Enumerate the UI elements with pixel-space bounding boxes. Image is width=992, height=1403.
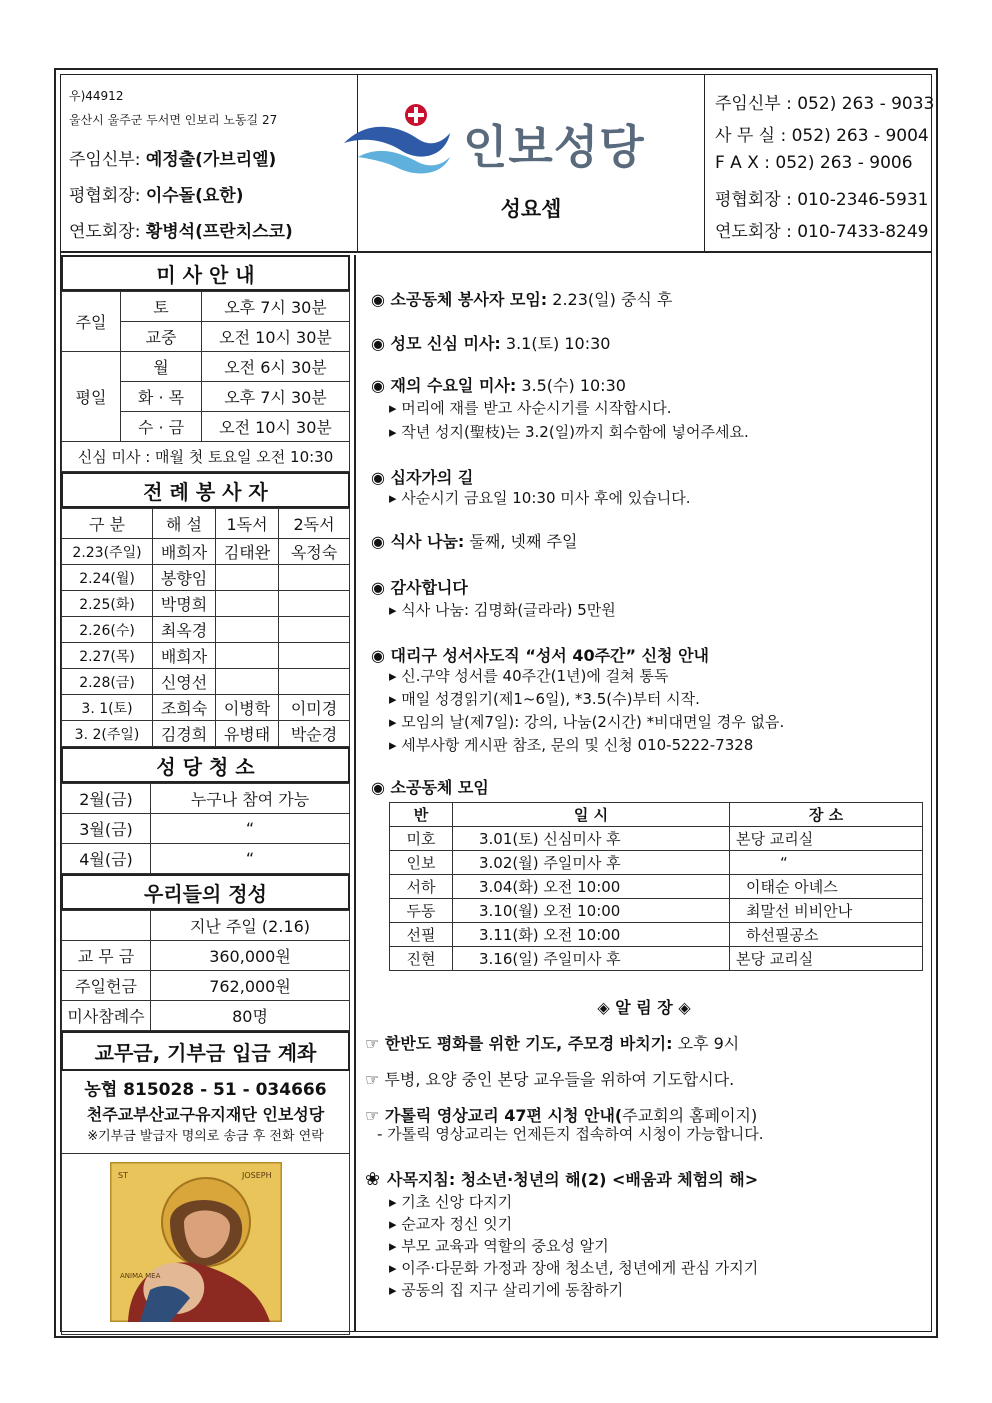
contact-value: : 010-2346-5931 xyxy=(786,190,929,210)
table-row xyxy=(62,971,350,1001)
pastoral-item: ▸ 공동의 집 지구 살리기에 동참하기 xyxy=(389,1281,624,1299)
contact-label: 사 무 실 xyxy=(715,126,776,146)
icon-bottom-text: ANIMA MEA xyxy=(120,1272,161,1280)
announce-video-sub: - 가톨릭 영상교리는 언제든지 접속하여 시청이 가능합니다. xyxy=(377,1125,764,1143)
header-logo xyxy=(358,75,705,251)
announce-sick xyxy=(365,1067,734,1090)
contact-label: 주임신부 xyxy=(715,94,781,114)
mass-time: 오후 7시 30분 xyxy=(202,292,350,322)
liturgy-cell: 신영선 xyxy=(153,669,216,695)
offering-value: 360,000원 xyxy=(151,941,350,971)
notice-head: ◉ 소공동체 봉사자 모임: xyxy=(371,290,548,309)
ash-sub-2: ▸ 작년 성지(聖枝)는 3.2(일)까지 회수함에 넣어주세요. xyxy=(389,423,749,441)
table-row xyxy=(390,851,923,875)
liturgy-cell xyxy=(216,669,279,695)
table-row xyxy=(62,941,350,971)
announce-title: ◈ 알 림 장 ◈ xyxy=(597,998,691,1017)
bank-note: ※기부금 발급자 명의로 송금 후 전화 연락 xyxy=(87,1129,324,1144)
pastoral-item: ▸ 이주·다문화 가정과 장애 청소년, 청년에게 관심 가지기 xyxy=(389,1259,759,1277)
table-row xyxy=(62,591,350,617)
mass-table xyxy=(61,291,350,472)
icon-box xyxy=(61,1154,350,1335)
liturgy-cell xyxy=(279,565,350,591)
announce-head: ☞ 가톨릭 영상교리 47편 시청 안내( xyxy=(365,1106,623,1125)
community-group: 선필 xyxy=(390,923,453,947)
contact-label: F A X xyxy=(715,153,759,173)
thanks-sub: ▸ 식사 나눔: 김명화(글라라) 5만원 xyxy=(389,601,616,619)
community-time: 3.16(일) 주일미사 후 xyxy=(453,947,730,971)
offering-period: 지난 주일 (2.16) xyxy=(151,911,350,941)
offering-label: 미사참례수 xyxy=(62,1001,151,1031)
table-row xyxy=(62,352,350,382)
contact-value: : 010-7433-8249 xyxy=(786,222,929,242)
community-time: 3.11(화) 오전 10:00 xyxy=(453,923,730,947)
liturgy-header: 1독서 xyxy=(216,509,279,539)
cleaning-note: “ xyxy=(151,844,350,874)
bank-box xyxy=(61,1071,350,1154)
cleaning-note: 누구나 참여 가능 xyxy=(151,784,350,814)
notice-head: ◉ 소공동체 모임 xyxy=(371,778,489,797)
table-row xyxy=(62,643,350,669)
table-row xyxy=(62,669,350,695)
mass-day: 교중 xyxy=(121,322,202,352)
bible-sub-2: ▸ 매일 성경읽기(제1~6일), *3.5(수)부터 시작. xyxy=(389,690,700,708)
liturgy-date: 2.23(주일) xyxy=(62,539,153,565)
contact-council xyxy=(715,185,928,210)
notice-head: ◉ 십자가의 길 xyxy=(371,468,474,487)
table-row xyxy=(62,844,350,874)
header-contacts xyxy=(705,75,935,251)
liturgy-cell: 배희자 xyxy=(153,643,216,669)
liturgy-date: 2.27(목) xyxy=(62,643,153,669)
liturgy-date: 2.26(수) xyxy=(62,617,153,643)
announce-head: ☞ 한반도 평화를 위한 기도, 주모경 바치기: xyxy=(365,1034,673,1053)
liturgy-date: 2.24(월) xyxy=(62,565,153,591)
cleaning-month: 4월(금) xyxy=(62,844,151,874)
left-column xyxy=(61,255,350,1335)
liturgy-cell: 조희숙 xyxy=(153,695,216,721)
community-place: “ xyxy=(730,851,923,875)
cleaning-table xyxy=(61,783,350,874)
pastoral-item: ▸ 기초 신앙 다지기 xyxy=(389,1193,513,1211)
notice-volunteer xyxy=(371,287,672,310)
community-header: 일 시 xyxy=(453,803,730,827)
icon-left-text: ST xyxy=(118,1171,128,1180)
offering-label: 교 무 금 xyxy=(62,941,151,971)
notice-marian-mass xyxy=(371,331,610,354)
notice-thanks xyxy=(371,575,468,598)
council-name: 이수돌(요한) xyxy=(145,186,244,206)
table-row xyxy=(390,875,923,899)
liturgy-date: 2.25(화) xyxy=(62,591,153,617)
table-row xyxy=(62,784,350,814)
contact-office xyxy=(715,121,929,146)
bulletin-frame xyxy=(54,68,938,1338)
liturgy-cell xyxy=(216,617,279,643)
liturgy-header: 해 설 xyxy=(153,509,216,539)
mass-time: 오후 7시 30분 xyxy=(202,382,350,412)
table-row xyxy=(62,814,350,844)
liturgy-cell xyxy=(279,669,350,695)
icon-right-text: JOSEPH xyxy=(242,1171,272,1180)
community-header: 장 소 xyxy=(730,803,923,827)
liturgy-date: 3. 1(토) xyxy=(62,695,153,721)
table-row xyxy=(62,1001,350,1031)
community-place: 이태순 아녜스 xyxy=(730,875,923,899)
liturgy-cell: 최옥경 xyxy=(153,617,216,643)
notice-text: 3.1(토) 10:30 xyxy=(500,334,611,353)
header xyxy=(61,75,935,253)
table-row xyxy=(62,695,350,721)
offering-blank xyxy=(62,911,151,941)
cleaning-title: 성 당 청 소 xyxy=(61,747,350,783)
community-table xyxy=(389,802,923,971)
liturgy-header: 2독서 xyxy=(279,509,350,539)
community-place: 하선필공소 xyxy=(730,923,923,947)
church-name: 인보성당 xyxy=(463,120,645,174)
contact-pastor xyxy=(715,89,934,114)
offering-table xyxy=(61,910,350,1031)
notice-text: 둘째, 넷째 주일 xyxy=(464,532,578,551)
mass-day: 토 xyxy=(121,292,202,322)
notice-text: 2.23(일) 중식 후 xyxy=(547,290,673,309)
pastoral-heading xyxy=(365,1167,758,1190)
pastoral-head: 사목지침: 청소년·청년의 해(2) <배움과 체험의 해> xyxy=(387,1170,759,1189)
liturgy-cell xyxy=(216,591,279,617)
liturgy-cell xyxy=(216,643,279,669)
liturgy-cell xyxy=(279,591,350,617)
pastoral-item: ▸ 순교자 정신 잇기 xyxy=(389,1215,513,1233)
community-place: 본당 교리실 xyxy=(730,947,923,971)
table-row xyxy=(62,565,350,591)
table-row xyxy=(390,827,923,851)
liturgy-date: 2.28(금) xyxy=(62,669,153,695)
postal-code: 우)44912 xyxy=(69,89,124,103)
bank-account: 농협 815028 - 51 - 034666 xyxy=(84,1080,327,1100)
contact-label: 연도회장 xyxy=(715,222,781,242)
community-group: 진현 xyxy=(390,947,453,971)
contact-fax xyxy=(715,153,913,173)
column-divider xyxy=(354,255,356,1331)
table-row xyxy=(390,947,923,971)
liturgy-cell: 배희자 xyxy=(153,539,216,565)
community-group: 서하 xyxy=(390,875,453,899)
bank-title: 교무금, 기부금 입금 계좌 xyxy=(61,1031,350,1071)
community-group: 인보 xyxy=(390,851,453,875)
bank-holder: 천주교부산교구유지재단 인보성당 xyxy=(86,1105,325,1124)
stations-sub: ▸ 사순시기 금요일 10:30 미사 후에 있습니다. xyxy=(389,489,691,507)
contact-label: 평협회장 xyxy=(715,190,781,210)
mass-day: 수 · 금 xyxy=(121,412,202,442)
cleaning-month: 3월(금) xyxy=(62,814,151,844)
bible-sub-4: ▸ 세부사항 게시판 참조, 문의 및 신청 010-5222-7328 xyxy=(389,736,754,754)
liturgy-cell: 박명희 xyxy=(153,591,216,617)
cleaning-month: 2월(금) xyxy=(62,784,151,814)
contact-value: : 052) 263 - 9006 xyxy=(764,153,913,173)
announce-text: ☞ 투병, 요양 중인 본당 교우들을 위하여 기도합시다. xyxy=(365,1070,735,1089)
notice-community xyxy=(371,775,489,798)
community-group: 미호 xyxy=(390,827,453,851)
notice-head: ◉ 식사 나눔: xyxy=(371,532,465,551)
mass-sunday-label: 주일 xyxy=(62,292,121,352)
mass-time: 오전 10시 30분 xyxy=(202,412,350,442)
announce-text: 주교회의 홈페이지) xyxy=(622,1106,758,1125)
liturgy-cell: 박순경 xyxy=(279,721,350,747)
dove-icon: ❀ xyxy=(365,1169,381,1190)
mass-weekday-label: 평일 xyxy=(62,352,121,442)
offering-value: 762,000원 xyxy=(151,971,350,1001)
bible-sub-3: ▸ 모임의 날(제7일): 강의, 나눔(2시간) *비대면일 경우 없음. xyxy=(389,713,785,731)
community-header: 반 xyxy=(390,803,453,827)
prayer-label: 연도회장: xyxy=(69,222,141,242)
community-time: 3.04(화) 오전 10:00 xyxy=(453,875,730,899)
table-row xyxy=(62,539,350,565)
contact-prayer xyxy=(715,217,928,242)
offering-value: 80명 xyxy=(151,1001,350,1031)
header-info xyxy=(61,75,358,251)
contact-value: : 052) 263 - 9004 xyxy=(780,126,929,146)
cleaning-note: “ xyxy=(151,814,350,844)
bulletin-subtitle: 성요셉 xyxy=(500,197,562,221)
mass-title: 미 사 안 내 xyxy=(61,255,350,291)
community-place: 최말선 비비안나 xyxy=(730,899,923,923)
mass-time: 오전 6시 30분 xyxy=(202,352,350,382)
notice-ash-wednesday xyxy=(371,373,626,396)
address: 울산시 울주군 두서면 인보리 노동길 27 xyxy=(69,113,278,127)
liturgy-date: 3. 2(주일) xyxy=(62,721,153,747)
offering-label: 주일헌금 xyxy=(62,971,151,1001)
pastor-name: 예정출(가브리엘) xyxy=(145,150,277,170)
bible-sub-1: ▸ 신.구약 성서를 40주간(1년)에 걸쳐 통독 xyxy=(389,667,669,685)
liturgy-cell: 봉향임 xyxy=(153,565,216,591)
pastoral-item: ▸ 부모 교육과 역할의 중요성 알기 xyxy=(389,1237,609,1255)
prayer-row xyxy=(69,217,293,242)
notice-bible xyxy=(371,643,709,666)
prayer-name: 황병석(프란치스코) xyxy=(145,222,293,242)
liturgy-title: 전 례 봉 사 자 xyxy=(61,472,350,508)
notice-stations xyxy=(371,465,473,488)
community-time: 3.10(월) 오전 10:00 xyxy=(453,899,730,923)
announce-peace xyxy=(365,1031,739,1054)
table-row xyxy=(62,509,350,539)
mass-day: 화 · 목 xyxy=(121,382,202,412)
liturgy-cell: 이병학 xyxy=(216,695,279,721)
liturgy-cell: 이미경 xyxy=(279,695,350,721)
notice-text: 3.5(수) 10:30 xyxy=(516,376,626,395)
mass-time: 오전 10시 30분 xyxy=(202,322,350,352)
mass-note: 신심 미사 : 매월 첫 토요일 오전 10:30 xyxy=(62,442,350,472)
notice-head: ◉ 성모 신심 미사: xyxy=(371,334,501,353)
community-time: 3.01(토) 신심미사 후 xyxy=(453,827,730,851)
announce-text: 오후 9시 xyxy=(672,1034,740,1053)
council-row xyxy=(69,181,243,206)
notice-head: ◉ 재의 수요일 미사: xyxy=(371,376,517,395)
liturgy-table xyxy=(61,508,350,747)
mass-day: 월 xyxy=(121,352,202,382)
community-group: 두동 xyxy=(390,899,453,923)
liturgy-cell xyxy=(279,617,350,643)
table-row xyxy=(62,292,350,322)
liturgy-cell: 김경희 xyxy=(153,721,216,747)
table-row xyxy=(390,803,923,827)
table-row xyxy=(62,442,350,472)
table-row xyxy=(62,911,350,941)
council-label: 평협회장: xyxy=(69,186,141,206)
pastor-label: 주임신부: xyxy=(69,150,141,170)
notice-meal xyxy=(371,529,577,552)
contact-value: : 052) 263 - 9033 xyxy=(786,94,935,114)
bulletin-inner xyxy=(60,74,935,1332)
ash-sub-1: ▸ 머리에 재를 받고 사순시기를 시작합시다. xyxy=(389,399,672,417)
liturgy-cell: 유병태 xyxy=(216,721,279,747)
liturgy-header: 구 분 xyxy=(62,509,153,539)
church-logo-icon xyxy=(338,99,458,179)
liturgy-cell: 김태완 xyxy=(216,539,279,565)
saint-joseph-icon xyxy=(110,1162,282,1322)
notice-head: ◉ 감사합니다 xyxy=(371,578,468,597)
table-row xyxy=(62,721,350,747)
offering-title: 우리들의 정성 xyxy=(61,874,350,910)
liturgy-cell xyxy=(279,643,350,669)
liturgy-cell xyxy=(216,565,279,591)
pastor-row xyxy=(69,145,276,170)
community-time: 3.02(월) 주일미사 후 xyxy=(453,851,730,875)
notice-head: ◉ 대리구 성서사도직 “성서 40주간” 신청 안내 xyxy=(371,646,709,665)
table-row xyxy=(390,923,923,947)
community-place: 본당 교리실 xyxy=(730,827,923,851)
table-row xyxy=(62,617,350,643)
table-row xyxy=(390,899,923,923)
liturgy-cell: 옥정숙 xyxy=(279,539,350,565)
